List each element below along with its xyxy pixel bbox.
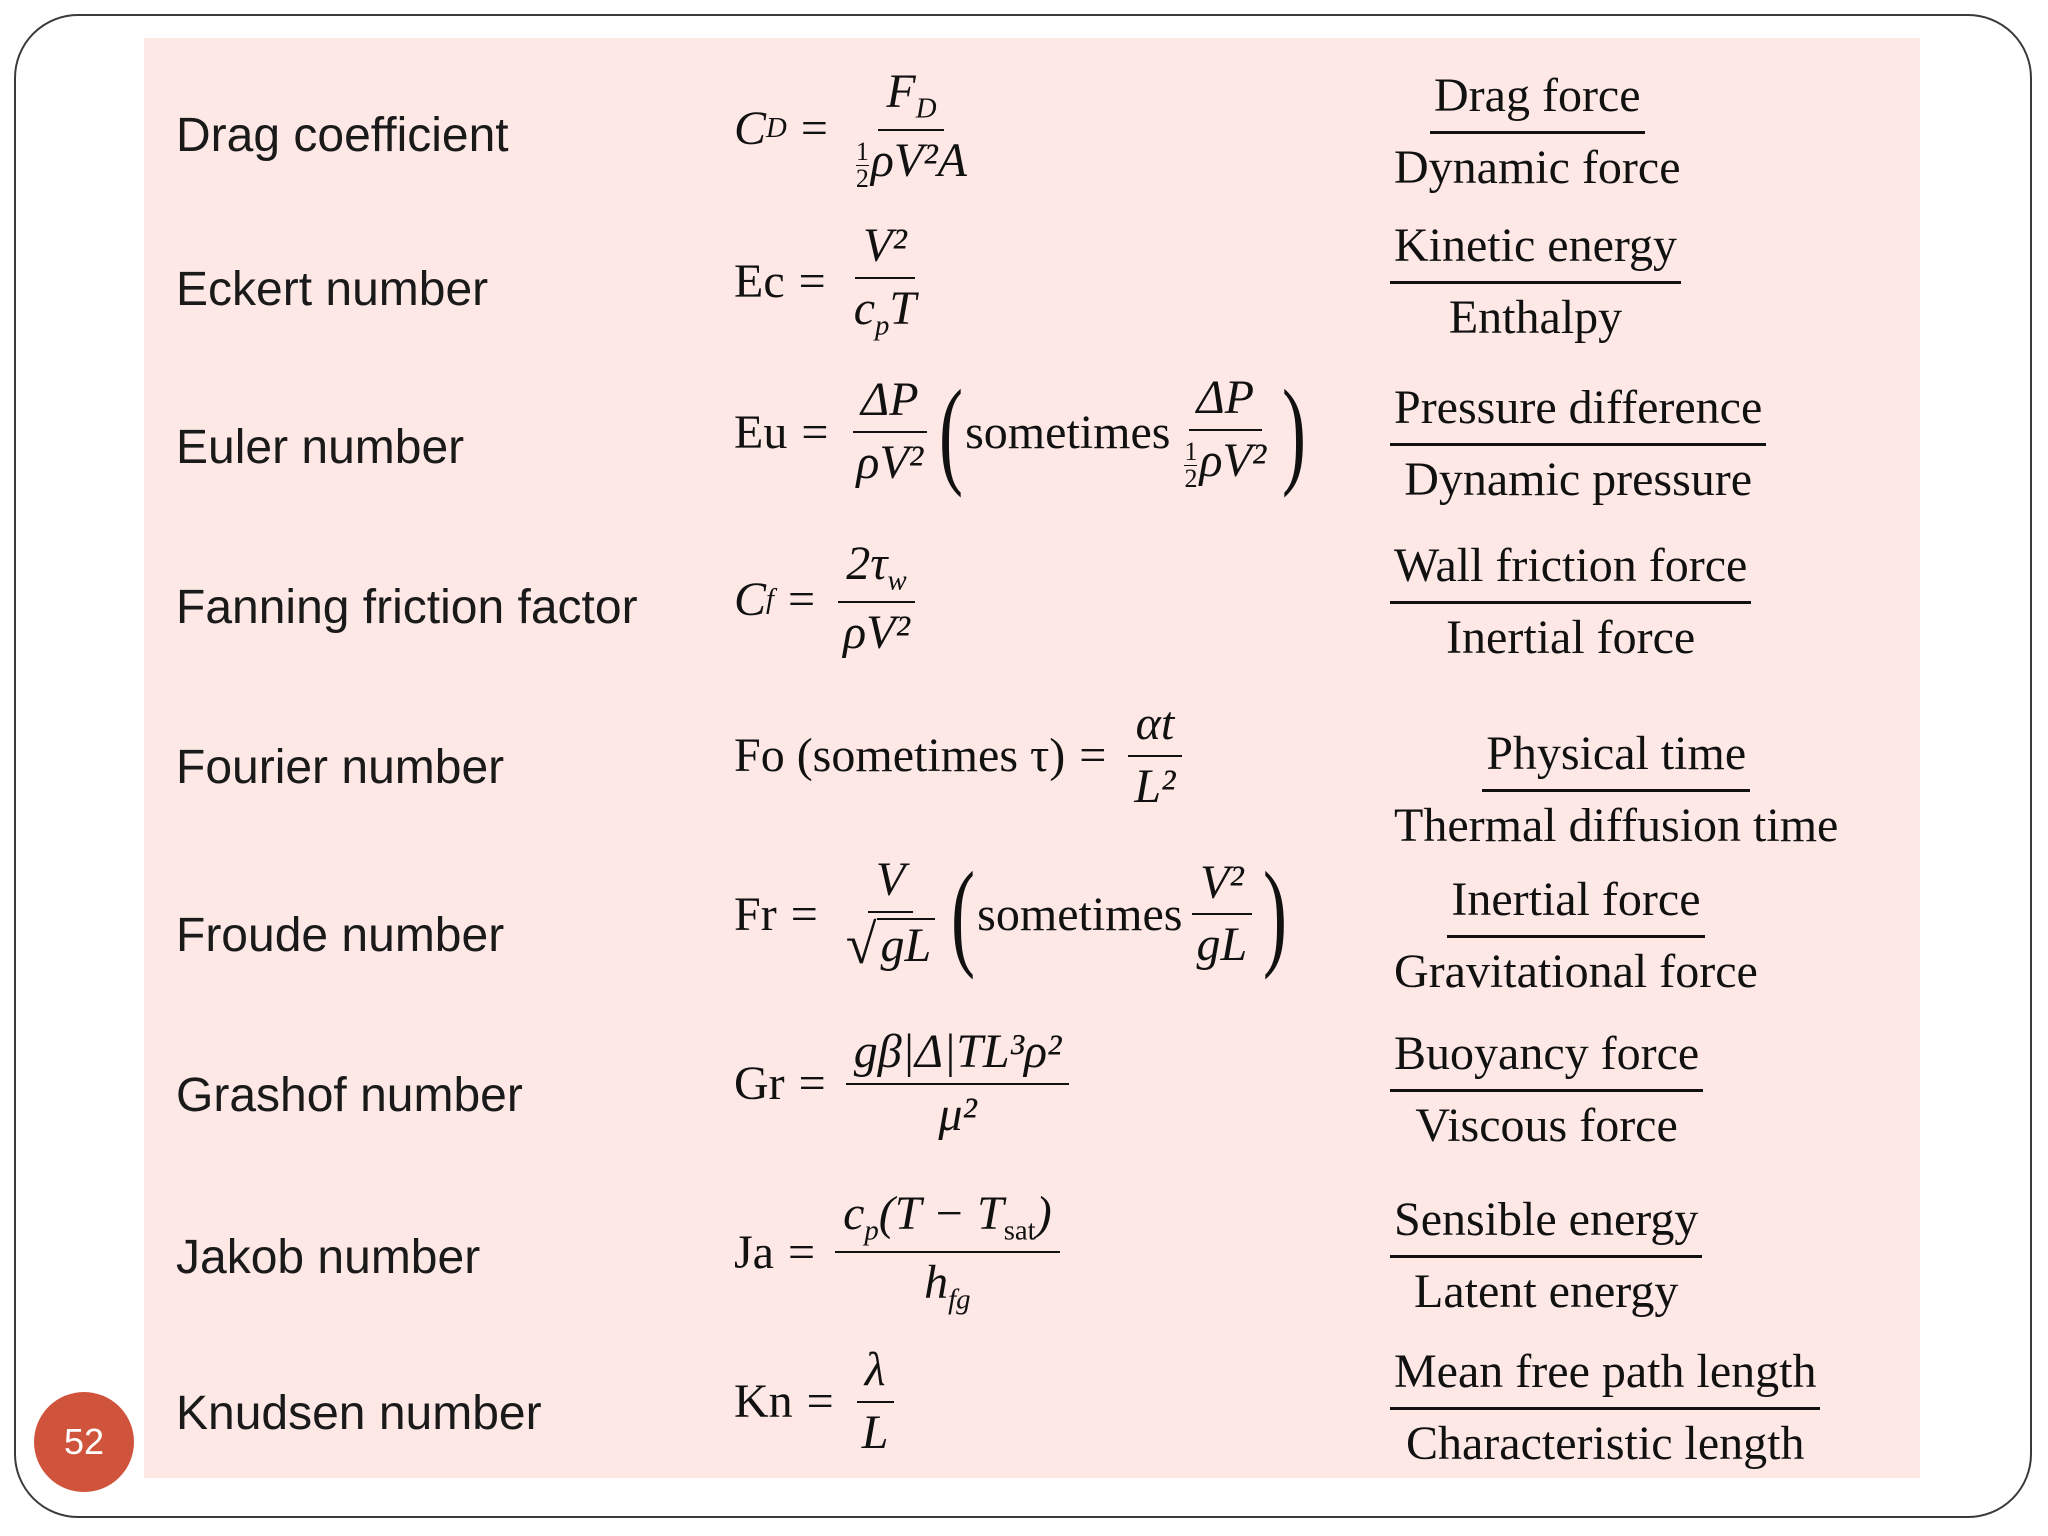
ratio-bottom: Latent energy bbox=[1414, 1264, 1679, 1318]
ratio-bottom: Characteristic length bbox=[1405, 1416, 1805, 1470]
ratio-grashof-number bbox=[1390, 1028, 1703, 1153]
row-froude-number bbox=[144, 847, 1920, 1010]
equals-sign: = bbox=[806, 1375, 834, 1429]
eq-symbol: Gr bbox=[734, 1057, 785, 1111]
row-name: Fanning friction factor bbox=[176, 581, 638, 634]
sometimes-label: sometimes bbox=[965, 405, 1171, 459]
fraction: $\frac{\text{V²}}{gL}$ bbox=[1188, 857, 1255, 973]
eq-symbol: C bbox=[734, 572, 767, 626]
row-name: Jakob number bbox=[176, 1231, 481, 1284]
row-grashof-number bbox=[144, 1016, 1920, 1156]
eq-symbol: Ja bbox=[734, 1225, 774, 1279]
fraction: $\frac{\Delta P}{\text{ρV²}}$ bbox=[848, 374, 931, 490]
equals-sign: = bbox=[798, 1057, 826, 1111]
equals-sign: = bbox=[801, 405, 829, 459]
row-name: Froude number bbox=[176, 909, 505, 962]
fraction: V √ gL bbox=[838, 854, 943, 975]
row-name: Knudsen number bbox=[176, 1387, 542, 1440]
fraction: $\frac{\text{V²}}{c_pT}$ bbox=[853, 219, 917, 342]
right-paren: ) bbox=[1282, 365, 1307, 498]
eq-numerator: F bbox=[886, 65, 916, 118]
ratio-euler-number bbox=[1390, 382, 1766, 507]
ratio-bottom: Enthalpy bbox=[1448, 290, 1623, 344]
half-fraction: $\frac{1}{2}$ bbox=[855, 136, 869, 193]
row-drag-coefficient bbox=[144, 56, 1920, 196]
ratio-top: Mean free path length bbox=[1390, 1346, 1820, 1410]
equation-fanning-friction-factor: C f = $\frac{2\tau_w}{\text{ρV²}}$ bbox=[734, 538, 924, 660]
content-panel bbox=[144, 38, 1920, 1478]
equals-sign: = bbox=[788, 572, 816, 626]
sometimes-label: sometimes bbox=[977, 887, 1183, 941]
ratio-drag-coefficient bbox=[1390, 70, 1685, 195]
row-name: Drag coefficient bbox=[176, 109, 509, 162]
eq-denominator: ρV²A bbox=[870, 134, 967, 188]
row-name: Euler number bbox=[176, 421, 465, 474]
ratio-froude-number bbox=[1390, 874, 1762, 999]
row-name: Grashof number bbox=[176, 1069, 523, 1122]
equation-jakob-number bbox=[734, 1188, 1066, 1317]
fraction: $\frac{c_p(T - T_{sat})}{h_{fg}}$ bbox=[835, 1188, 1060, 1317]
equation-froude-number bbox=[734, 847, 1289, 981]
ratio-eckert-number bbox=[1390, 220, 1681, 345]
ratio-bottom: Dynamic pressure bbox=[1404, 452, 1753, 506]
row-jakob-number bbox=[144, 1178, 1920, 1318]
ratio-bottom: Inertial force bbox=[1446, 610, 1696, 664]
ratio-bottom: Dynamic force bbox=[1394, 140, 1681, 194]
row-fourier-number bbox=[144, 688, 1920, 852]
equals-sign: = bbox=[787, 1225, 816, 1279]
fraction: $\frac{\lambda}{L}$ bbox=[854, 1344, 897, 1460]
left-paren: ( bbox=[951, 847, 976, 981]
ratio-top: Wall friction force bbox=[1390, 540, 1751, 604]
eq-subscript: D bbox=[766, 112, 787, 145]
eq-numerator: V² bbox=[863, 219, 907, 272]
equation-drag-coefficient bbox=[734, 66, 981, 192]
eq-subscript: D bbox=[915, 92, 937, 125]
ratio-bottom: Viscous force bbox=[1415, 1098, 1678, 1152]
row-name: Eckert number bbox=[176, 263, 489, 316]
equals-sign: = bbox=[790, 887, 818, 941]
ratio-bottom: Thermal diffusion time bbox=[1394, 798, 1839, 852]
ratio-jakob-number bbox=[1390, 1194, 1702, 1319]
row-knudsen-number bbox=[144, 1334, 1920, 1474]
equals-sign: = bbox=[800, 102, 828, 156]
eq-symbol: Fo (sometimes τ) bbox=[734, 729, 1066, 783]
ratio-fourier-number bbox=[1390, 728, 1842, 853]
fraction bbox=[848, 66, 975, 192]
equation-euler-number bbox=[734, 365, 1308, 498]
ratio-knudsen-number bbox=[1390, 1346, 1820, 1471]
ratio-top: Inertial force bbox=[1447, 874, 1704, 938]
fraction: $\frac{\text{gβ|Δ|TL³ρ²}}{\text{μ²}}$ bbox=[846, 1026, 1070, 1142]
ratio-top: Pressure difference bbox=[1390, 382, 1766, 446]
equation-eckert-number bbox=[734, 220, 930, 342]
row-euler-number bbox=[144, 365, 1920, 508]
row-fanning-friction-factor bbox=[144, 528, 1920, 668]
ratio-top: Sensible energy bbox=[1390, 1194, 1702, 1258]
ratio-top: Kinetic energy bbox=[1390, 220, 1681, 284]
ratio-fanning-friction-factor bbox=[1390, 540, 1751, 665]
ratio-bottom: Gravitational force bbox=[1394, 944, 1758, 998]
ratio-top: Physical time bbox=[1482, 728, 1750, 792]
eq-denominator: c bbox=[853, 281, 876, 335]
eq-symbol: Eu bbox=[734, 405, 788, 459]
equation-grashof-number bbox=[734, 1026, 1075, 1142]
fraction: ΔP $\frac{1}{2}$ ρV² bbox=[1184, 371, 1267, 493]
ratio-top: Buoyancy force bbox=[1390, 1028, 1703, 1092]
sqrt-symbol: √ gL bbox=[846, 917, 935, 973]
equals-sign: = bbox=[1079, 729, 1107, 783]
fraction: $\frac{\alpha t}{\text{L²}}$ bbox=[1126, 698, 1183, 814]
equation-knudsen-number bbox=[734, 1344, 902, 1460]
eq-symbol: Fr bbox=[734, 887, 777, 941]
equation-fourier-number bbox=[734, 698, 1189, 814]
equals-sign: = bbox=[798, 254, 826, 308]
row-eckert-number bbox=[144, 210, 1920, 350]
page-number-badge: 52 bbox=[34, 1392, 134, 1492]
eq-symbol: Ec bbox=[734, 254, 785, 308]
row-name: Fourier number bbox=[176, 741, 505, 794]
ratio-top: Drag force bbox=[1430, 70, 1645, 134]
right-paren: ) bbox=[1263, 847, 1288, 981]
eq-symbol: Kn bbox=[734, 1375, 793, 1429]
fraction: $\frac{2\tau_w}{\text{ρV²}}$ bbox=[835, 538, 918, 660]
eq-symbol: C bbox=[734, 102, 767, 156]
left-paren: ( bbox=[939, 365, 964, 498]
